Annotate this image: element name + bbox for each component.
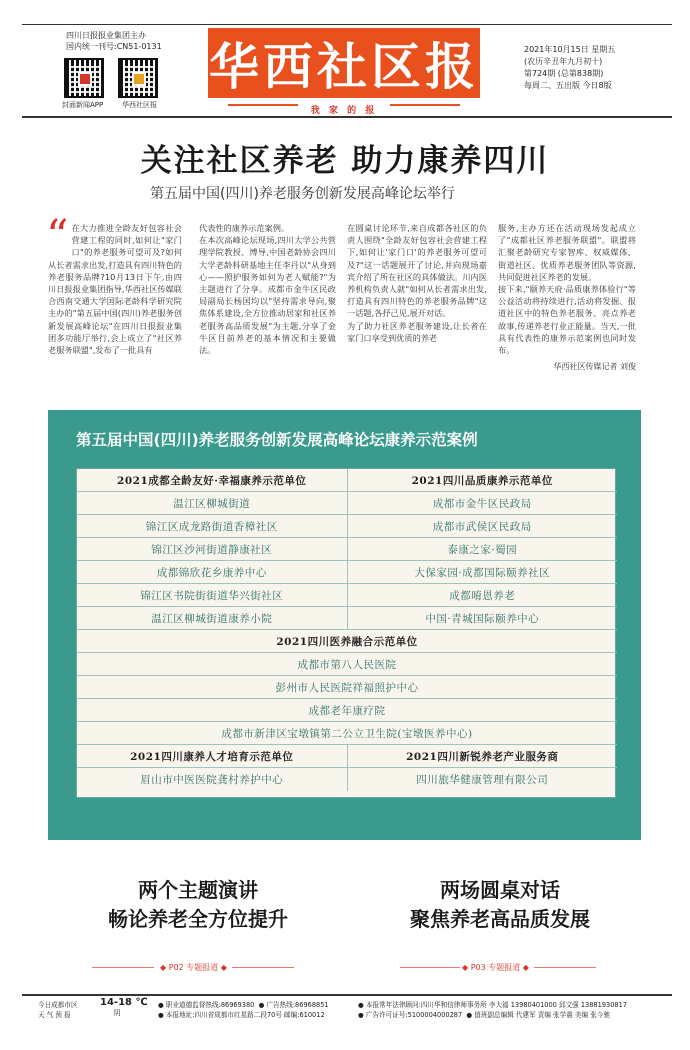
qr-caption-app: 封面新闻APP xyxy=(62,101,104,109)
table-cell: 泰康之家·蜀园 xyxy=(447,543,518,556)
masthead xyxy=(0,0,690,118)
pointer-rule xyxy=(534,967,596,968)
table-cell: 中国·青城国际颐养中心 xyxy=(425,612,540,625)
weather-label-line: 天 气 预 报 xyxy=(38,1011,71,1019)
table-cell: 彭州市人民医院祥福照护中心 xyxy=(275,681,419,694)
newspaper-title-band xyxy=(208,28,480,98)
publication-schedule: 每周二、五出版 今日8版 xyxy=(524,81,612,90)
footer-address: ● 本报地址:四川省成都市红星路二段70号 邮编:610012 xyxy=(158,1011,325,1019)
sub-headline: 第五届中国(四川)养老服务创新发展高峰论坛举行 xyxy=(150,186,455,202)
table-cell: 温江区柳城街道 xyxy=(77,492,348,514)
section-e-heading: 2021四川新锐养老产业服务商 xyxy=(406,750,559,763)
table-cell: 四川旅华健康管理有限公司 xyxy=(416,774,549,786)
dateline xyxy=(524,44,615,92)
teaser-line: 两场圆桌对话 xyxy=(440,878,560,902)
paper-qr-code[interactable] xyxy=(118,58,158,98)
issue-number: 第724期 (总第838期) xyxy=(524,69,604,78)
main-headline: 关注社区养老 助力康养四川 xyxy=(140,143,550,179)
section-d-heading: 2021四川康养人才培育示范单位 xyxy=(77,745,348,767)
table-cell: 大保家园·成都国际颐养社区 xyxy=(414,566,551,579)
weather-condition: 阴 xyxy=(114,1009,121,1017)
table-cell: 成都锦欣花乡康养中心 xyxy=(77,561,348,583)
section-c-header-row xyxy=(77,630,617,653)
weather-label xyxy=(38,1000,78,1020)
issn-line: 国内统一刊号:CN51-0131 xyxy=(66,42,162,51)
teaser-line: 聚焦养老高品质发展 xyxy=(410,907,590,931)
table-row xyxy=(77,653,617,676)
table-cell: 成都市金牛区民政局 xyxy=(432,497,532,510)
pointer-rule xyxy=(232,967,294,968)
table-row xyxy=(77,584,617,607)
story-teaser-roundtables[interactable] xyxy=(370,876,630,934)
footer-legal: ● 本报常年法律顾问:四川华和信律师事务所 李大福 13980401000 邱文强 13881930817 xyxy=(358,1001,627,1009)
page-pointer-p02[interactable]: ◆ P02 专题报道 ◆ xyxy=(160,963,227,972)
byline: 华西社区传媒记者 刘俊 xyxy=(553,362,636,371)
footer-info-right xyxy=(358,1000,627,1020)
weather-forecast xyxy=(100,998,148,1018)
weather-label-line: 今日成都市区 xyxy=(38,1001,78,1009)
table-row xyxy=(77,676,617,699)
table-cell: 锦江区成龙路街道香樟社区 xyxy=(77,515,348,537)
publisher-info xyxy=(66,30,162,52)
pointer-rule xyxy=(400,967,460,968)
article-column-2: 代表性的康养示范案例。 在本次高峰论坛现场,四川大学公共管理学院教授、博导,中国老龄协会四川大学老龄科研基地主任李丹以"从身到心——照护服务如何为老人赋能?"为主题进行了分享。成都市金牛区民政局副局长杨国均以"坚持需求导向,聚焦体系建设,全方位推动居家和社区养老服务高品质发展"为主题,分享了金牛区目前养老的基本情况和主要做法。 xyxy=(199,223,336,356)
table-cell: 成都市武侯区民政局 xyxy=(432,520,532,533)
qr-caption-paper: 华西社区报 xyxy=(122,101,157,109)
table-cell: 成都老年康疗院 xyxy=(308,704,386,717)
article-column-3: 在圆桌讨论环节,来自成都各社区的负责人围绕"全龄友好包容社会营建工程下,如何让'家门口'的养老服务可望可及?"这一话题展开了讨论,并向现场嘉宾介绍了所在社区的具体做法。川内医养机构负责人就"如何从长者需求出发,打造具有四川特色的养老服务品牌"这一话题,各抒己见,展开对话。 为了助力社区养老服务建设,让长者在家门口享受到优质的养老 xyxy=(347,223,487,343)
article-text-1: 在大力推进全龄友好包容社会营建工程的同时,如何让"家门口"的养老服务可望可及?如何从长者需求出发,打造具有四川特色的养老服务品牌?10月13日下午,由四川日报报业集团指导,华西社区传媒联合西南交通大学国际老龄科学研究院主办的"第五届中国(四川)养老服务创新发展高峰论坛"在四川日报报业集团多功能厅举行,会上成立了"社区养老服务联盟",发布了一批具有 xyxy=(48,223,182,356)
footer-license xyxy=(358,1010,627,1020)
top-rule xyxy=(22,24,672,25)
article-column-4: 服务,主办方还在活动现场发起成立了"成都社区养老服务联盟"。联盟将汇聚老龄研究专家智库、权威媒体、街道社区、优质养老服务团队等资源,共同促进社区养老的发展。 接下来,"颐养天府·品质康养体验行"等公益活动将持续进行,活动将发掘、报道社区中的特色养老服务、亮点养老故事,传递养老行业正能量。当天,一批具有代表性的康养示范案例也同时发布。 xyxy=(498,223,636,356)
ad-hotline-text: ● 广告热线:86968851 xyxy=(258,1001,329,1009)
story-teaser-speeches[interactable] xyxy=(68,876,328,934)
article-column-1 xyxy=(46,211,182,374)
quote-mark-icon: “ xyxy=(46,211,69,262)
pointer-text: P03 专题报道 xyxy=(470,963,521,972)
issue-date: 2021年10月15日 星期五 xyxy=(524,45,616,54)
section-b-heading: 2021四川品质康养示范单位 xyxy=(411,474,553,487)
table-cell: 成都唷恩养老 xyxy=(449,589,516,602)
hotline-text: ● 职业道德监督热线:86969380 xyxy=(158,1001,255,1009)
lunar-date: (农历辛丑年九月初十) xyxy=(524,57,603,66)
showcase-panel xyxy=(48,410,641,840)
table-row xyxy=(77,515,617,538)
footer-rule xyxy=(22,994,672,996)
teaser-line: 两个主题演讲 xyxy=(138,878,258,902)
ad-license-text: ● 广告许可证号:5100004000287 xyxy=(358,1011,463,1019)
panel-title: 第五届中国(四川)养老服务创新发展高峰论坛康养示范案例 xyxy=(76,431,478,449)
page-pointer-p03[interactable]: ◆ P03 专题报道 ◆ xyxy=(462,963,529,972)
table-cell: 锦江区书院街街道华兴街社区 xyxy=(77,584,348,606)
table-row xyxy=(77,607,617,630)
showcase-table xyxy=(76,468,616,798)
table-cell: 眉山市中医医院龚村养护中心 xyxy=(77,768,348,791)
table-cell: 成都市第八人民医院 xyxy=(297,658,397,671)
table-cell: 成都市新津区宝墩镇第二公立卫生院(宝墩医养中心) xyxy=(221,727,473,740)
app-qr-code[interactable] xyxy=(64,58,104,98)
table-row xyxy=(77,538,617,561)
newspaper-title: 华西社区报 xyxy=(209,38,479,96)
table-row xyxy=(77,492,617,515)
footer-hotline xyxy=(158,1000,329,1010)
pointer-rule xyxy=(92,967,154,968)
temperature: 14-18 ℃ xyxy=(100,997,148,1008)
table-cell: 锦江区沙河街道静康社区 xyxy=(77,538,348,560)
teaser-line: 畅论养老全方位提升 xyxy=(108,907,288,931)
table-cell: 温江区柳城街道康养小院 xyxy=(77,607,348,629)
table-header-row xyxy=(77,469,617,492)
footer-info-left xyxy=(158,1000,329,1020)
pointer-text: P02 专题报道 xyxy=(168,963,219,972)
editors-text: ● 值班副总编辑 代建军 责编 张学震 美编 张今驰 xyxy=(466,1011,610,1019)
table-row xyxy=(77,722,617,745)
slogan-band xyxy=(208,98,480,116)
section-de-header-row xyxy=(77,745,617,768)
table-row xyxy=(77,768,617,791)
publisher-line: 四川日报报业集团主办 xyxy=(66,31,146,40)
table-row xyxy=(77,699,617,722)
slogan: 我 家 的 报 xyxy=(310,106,378,116)
section-a-heading: 2021成都全龄友好·幸福康养示范单位 xyxy=(77,469,348,491)
masthead-bottom-rule xyxy=(22,116,672,118)
table-row xyxy=(77,561,617,584)
section-c-heading: 2021四川医养融合示范单位 xyxy=(276,635,418,648)
